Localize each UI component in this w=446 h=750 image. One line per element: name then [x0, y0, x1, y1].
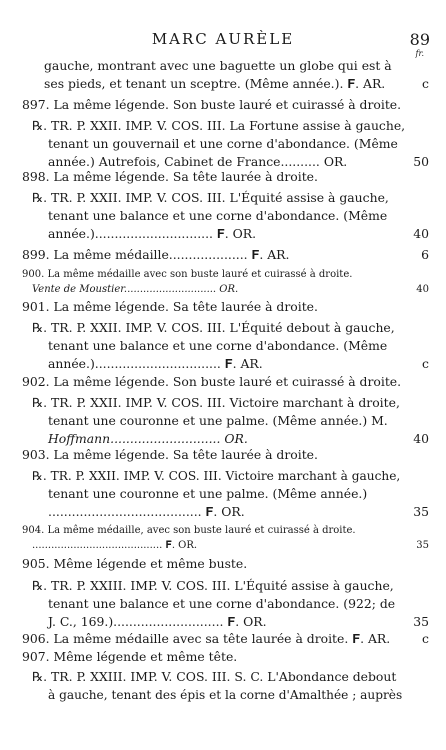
text-line: Hoffmann............................ OR. 40	[48, 431, 429, 446]
text-line: ℞. TR. P. XXII. IMP. V. COS. III. L'Équité debout à gauche,	[32, 320, 395, 335]
page-header	[0, 28, 446, 58]
text-line: tenant une balance et une corne d'abondance. (922; de	[48, 596, 396, 611]
text-line: 898. La même légende. Sa tête laurée à droite.	[22, 169, 318, 184]
text-line: tenant une balance et une corne d'abondance. (Même	[48, 208, 388, 223]
text-line: 906. La même médaille avec sa tête laurée à droite. 𝐅. AR. c	[22, 631, 429, 646]
text-line: année.).............................. 𝐅. OR. 40	[48, 226, 429, 241]
text-line: 901. La même légende. Sa tête laurée à droite.	[22, 299, 318, 314]
text-line: tenant une balance et une corne d'abondance. (Même	[48, 338, 388, 353]
text-line: 905. Même légende et même buste.	[22, 556, 248, 571]
text-line: 903. La même légende. Sa tête laurée à droite.	[22, 447, 318, 462]
text-line: année.) Autrefois, Cabinet de France.......... OR. 50	[48, 154, 429, 169]
text-line: ....................................... 𝐅. OR. 35	[48, 504, 429, 519]
text-line: ℞. TR. P. XXIII. IMP. V. COS. III. S. C. L'Abondance debout	[32, 669, 397, 684]
text-line: tenant un gouvernail et une corne d'abondance. (Même	[48, 136, 398, 151]
page-number: 89	[409, 30, 430, 49]
text-line: année.)................................ 𝐅. AR. c	[48, 356, 429, 371]
text-line: ℞. TR. P. XXII. IMP. V. COS. III. Victoire marchant à gauche,	[32, 469, 401, 483]
text-line: tenant une couronne et une palme. (Même année.)	[48, 486, 368, 501]
text-line: tenant une couronne et une palme. (Même année.) M.	[48, 413, 388, 428]
text-line: ℞. TR. P. XXIII. IMP. V. COS. III. L'Équité assise à gauche,	[32, 578, 394, 593]
text-line: 907. Même légende et même tête.	[22, 649, 238, 664]
text-line: J. C., 169.)............................ 𝐅. OR. 35	[48, 614, 429, 629]
text-line: ℞. TR. P. XXII. IMP. V. COS. III. Victoire marchant à droite,	[32, 395, 400, 410]
text-line: gauche, montrant avec une baguette un globe qui est à	[44, 58, 392, 73]
text-line: 904. La même médaille, avec son buste lauré et cuirassé à droite.	[22, 525, 356, 536]
text-line: 900. La même médaille avec son buste lauré et cuirassé à droite.	[22, 269, 353, 280]
text-line: ℞. TR. P. XXII. IMP. V. COS. III. L'Équité assise à gauche,	[32, 190, 389, 205]
text-line: ......................................... 𝐅. OR. 35	[32, 540, 429, 551]
text-line: à gauche, tenant des épis et la corne d'Amalthée ; auprès	[48, 688, 403, 702]
text-line: ℞. TR. P. XXII. IMP. V. COS. III. La Fortune assise à gauche,	[32, 118, 406, 133]
text-line: 902. La même légende. Son buste lauré et cuirassé à droite.	[22, 374, 402, 389]
text-line: ses pieds, et tenant un sceptre. (Même année.). 𝐅. AR. c	[44, 76, 429, 91]
margin-note: fr.	[415, 49, 424, 58]
text-line: Vente de Moustier............................. OR. 40	[32, 284, 429, 295]
text-line: 897. La même légende. Son buste lauré et cuirassé à droite.	[22, 97, 402, 112]
running-title: MARC AURÈLE	[151, 30, 295, 48]
text-line: 899. La même médaille.................... 𝐅. AR. 6	[22, 247, 429, 262]
